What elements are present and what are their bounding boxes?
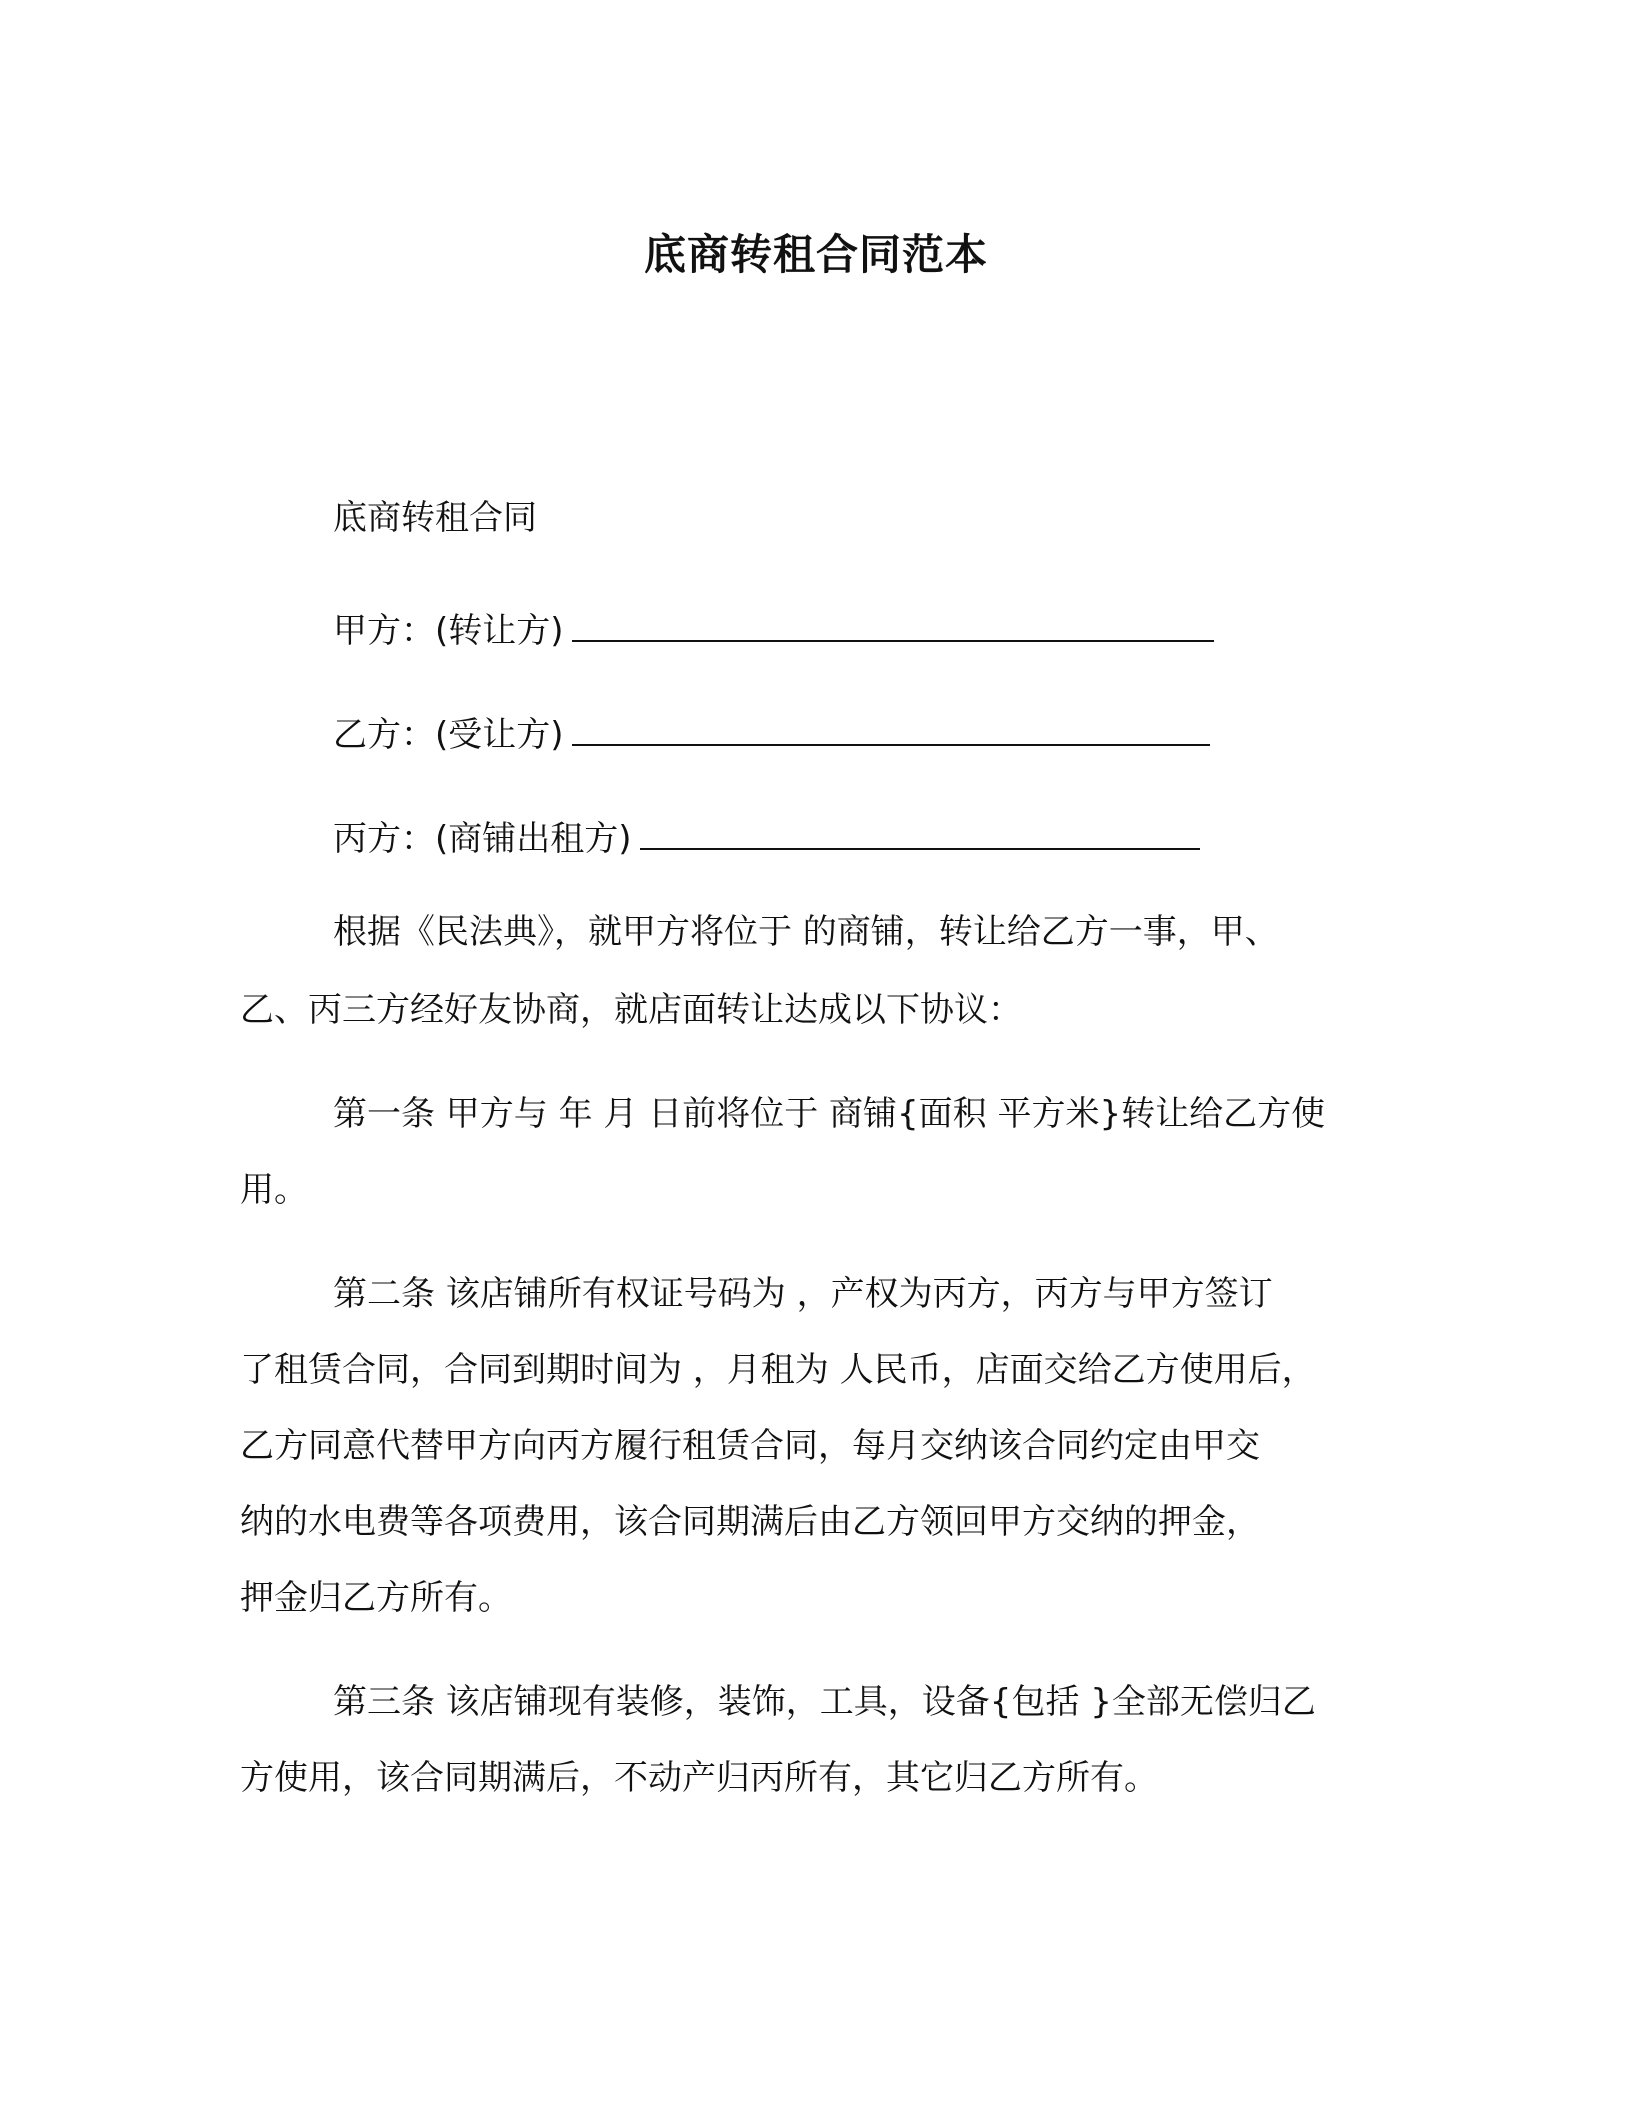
party-c-line [333,812,1200,863]
article2-line-5: 押金归乙方所有。 [240,1578,512,1618]
article3-line-1: 第三条 该店铺现有装修，装饰，工具，设备{包括 }全部无偿归乙 [333,1682,1316,1722]
party-a-blank [572,604,1214,642]
party-c-blank [640,812,1200,850]
contract-subtitle: 底商转租合同 [333,498,537,538]
article3-line-2: 方使用，该合同期满后，不动产归丙所有，其它归乙方所有。 [240,1758,1158,1798]
article2-line-3: 乙方同意代替甲方向丙方履行租赁合同，每月交纳该合同约定由甲交 [240,1426,1260,1466]
party-b-label: 乙方：(受让方) [333,715,564,755]
party-b-blank [572,708,1210,746]
party-b-line [333,708,1210,759]
party-a-label: 甲方：(转让方) [333,611,564,651]
party-a-line [333,604,1214,655]
article2-line-1: 第二条 该店铺所有权证号码为 ，产权为丙方，丙方与甲方签订 [333,1274,1273,1314]
article2-line-2: 了租赁合同，合同到期时间为 ，月租为 人民币，店面交给乙方使用后， [240,1350,1316,1390]
article2-line-4: 纳的水电费等各项费用，该合同期满后由乙方领回甲方交纳的押金， [240,1502,1260,1542]
document-title: 底商转租合同范本 [643,230,988,279]
article1-line-2: 用。 [240,1170,308,1210]
party-c-label: 丙方：(商铺出租方) [333,819,632,859]
preamble-line-1: 根据《民法典》，就甲方将位于 的商铺，转让给乙方一事，甲、 [333,912,1279,952]
article1-line-1: 第一条 甲方与 年 月 日前将位于 商铺{面积 平方米}转让给乙方使 [333,1094,1326,1134]
preamble-line-2: 乙、丙三方经好友协商，就店面转让达成以下协议： [240,990,1022,1030]
